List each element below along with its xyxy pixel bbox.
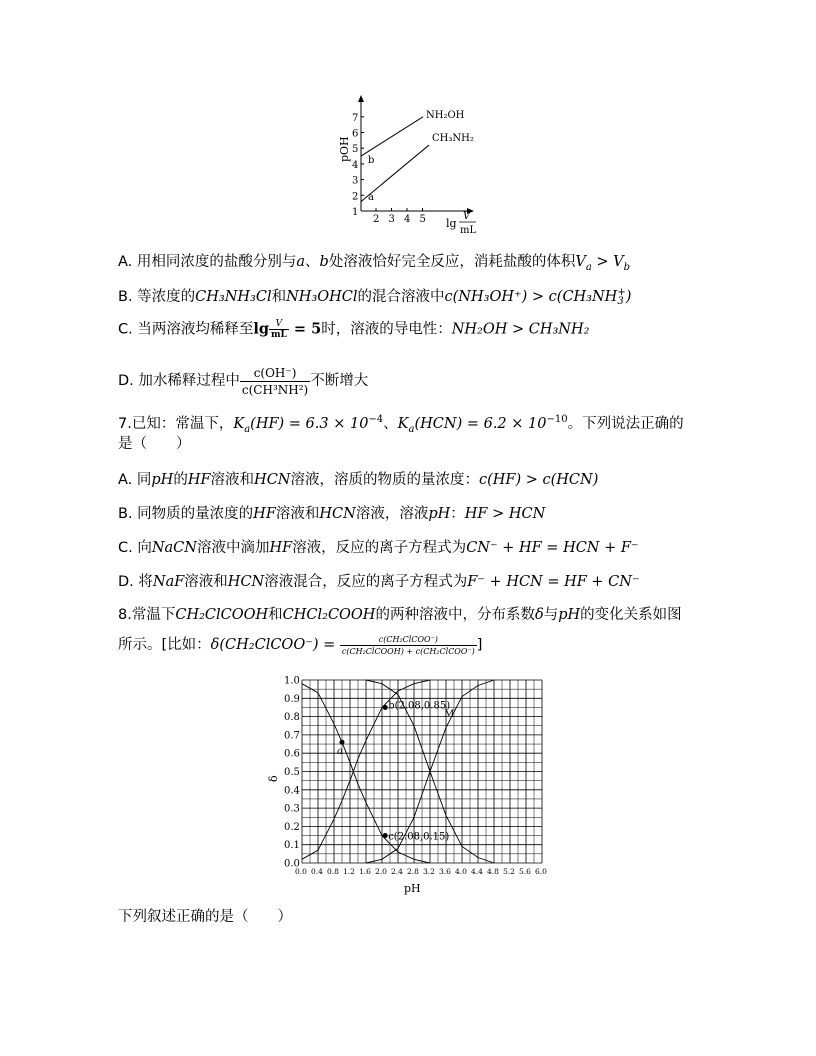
x-tick-label: 2.8 <box>407 867 419 876</box>
q7-ka1-exp: −4 <box>368 414 384 426</box>
poh-chart <box>330 92 490 238</box>
q7-c-hf: HF <box>269 540 293 556</box>
x-tick-label: 2 <box>373 214 380 225</box>
q7-b-mid3: ： <box>450 506 465 522</box>
q7-ka2: K <box>397 416 409 432</box>
series-label-nh2oh: NH₂OH <box>426 110 465 121</box>
x-tick-label: 2.4 <box>391 867 403 876</box>
q6-c-lg: lg <box>253 320 269 338</box>
y-tick-label: 0.7 <box>284 730 300 742</box>
y-axis-arrow <box>358 95 364 102</box>
y-tick-label: 0.6 <box>284 748 300 760</box>
point-a-label: a <box>368 192 374 203</box>
q7-sep: 、 <box>383 416 398 432</box>
q6-b-mid: 和 <box>271 289 287 305</box>
q7-d-hcn: HCN <box>227 574 265 590</box>
q7-a-hf: HF <box>187 472 211 488</box>
q6-option-c[interactable] <box>118 319 589 340</box>
y-tick-label: 0.4 <box>284 785 300 797</box>
q7-d-pre: D. 将 <box>118 574 153 590</box>
q7-b-mid2: 溶液，溶液 <box>355 506 429 522</box>
x-tick-label: 3 <box>388 214 395 225</box>
q7-c-mid: 溶液中滴加 <box>196 540 270 556</box>
q6-a-sym-a: a <box>296 254 306 270</box>
q6-a-gt: > V <box>591 254 624 270</box>
y-tick-label: 5 <box>352 144 359 156</box>
x-label-lg: lg <box>446 217 457 230</box>
q6-a-sub2: b <box>623 261 631 273</box>
y-tick-labels <box>284 676 300 870</box>
point-b-label: b(2.08,0.85) <box>388 700 451 712</box>
q8-line2-pre: 所示。[比如： <box>118 637 211 653</box>
x-axis-label: pH <box>404 882 421 895</box>
q7-option-c[interactable] <box>118 538 639 558</box>
q7-option-b[interactable] <box>118 504 545 524</box>
q7-option-a[interactable] <box>118 470 598 490</box>
x-tick-labels <box>295 867 547 876</box>
distribution-chart <box>262 670 562 898</box>
q8-post: 的变化关系如图 <box>580 607 682 623</box>
point-c <box>383 833 388 838</box>
q6-c-eq: = 5 <box>288 320 322 338</box>
series-label-ch3nh2: CH₃NH₂ <box>432 133 474 144</box>
q7-b-ph: pH <box>428 506 451 522</box>
q6-d-post: 不断增大 <box>310 373 369 389</box>
q7-ka1-expr: (HF) = 6.3 × 10 <box>250 416 369 432</box>
q8-line2-post: ] <box>476 637 483 653</box>
q6-option-d[interactable] <box>118 362 368 400</box>
q7-b-mid: 溶液和 <box>275 506 320 522</box>
x-tick-label: 5 <box>419 214 426 225</box>
q8-stem <box>118 605 682 625</box>
q7-b-pre: B. 同物质的量浓度的 <box>118 506 254 522</box>
y-tick-label: 0.0 <box>284 858 300 870</box>
q7-a-pre: A. 同 <box>118 472 152 488</box>
point-b <box>383 705 388 710</box>
q8-s1: CH₂ClCOOH <box>175 607 269 623</box>
x-tick-label: 0.0 <box>295 867 307 876</box>
q8-stem-pre: 8.常温下 <box>118 607 176 623</box>
q7-c-expr: CN⁻ + HF = HCN + F⁻ <box>466 540 639 556</box>
x-tick-label: 5.2 <box>503 867 515 876</box>
curve-m-label: M <box>444 708 455 720</box>
q7-stem-pre: 7.已知：常温下， <box>118 416 234 432</box>
q7-stem-post: 。下列说法正确的 <box>567 416 684 432</box>
q8-mid2: 的两种溶液中，分布系数 <box>375 607 535 623</box>
y-tick-label: 2 <box>352 191 359 203</box>
q8-question-tail: 下列叙述正确的是（ ） <box>118 909 292 925</box>
q6-d-num: c(OH⁻) <box>240 365 310 382</box>
q6-a-text: A. 用相同浓度的盐酸分别与 <box>118 254 297 270</box>
q8-frac-den: c(CH₂ClCOOH) + c(CH₂ClCOO⁻) <box>341 646 475 656</box>
x-tick-label: 6.0 <box>535 867 547 876</box>
q6-a-v: V <box>575 254 586 270</box>
q7-a-mid2: 溶液和 <box>210 472 255 488</box>
x-tick-label: 0.4 <box>311 867 323 876</box>
q6-c-expr: NH₂OH > CH₃NH₂ <box>451 321 590 338</box>
q6-a-text2: 处溶液恰好完全反应，消耗盐酸的体积 <box>328 254 576 270</box>
point-c-label: c(2.08,0.15) <box>388 831 450 843</box>
q6-option-a[interactable] <box>118 252 630 272</box>
x-tick-label: 3.6 <box>439 867 451 876</box>
q8-line2-expr: δ(CH₂ClCOO⁻) = <box>210 637 340 653</box>
q8-ph: pH <box>558 607 581 623</box>
y-tick-label: 4 <box>352 159 359 171</box>
q6-c-post: 时，溶液的导电性： <box>321 321 452 338</box>
q7-b-hf: HF <box>253 506 276 522</box>
q6-c-num: V <box>269 319 289 330</box>
q6-b-close: ) <box>625 289 632 305</box>
point-b-label: b <box>368 155 375 166</box>
q6-a-sep: 、 <box>305 254 320 270</box>
q7-a-hcn: HCN <box>254 472 291 488</box>
q8-delta: δ <box>534 607 544 623</box>
point-a <box>340 740 345 745</box>
x-label-num: V <box>463 211 471 222</box>
q7-d-naf: NaF <box>152 574 185 590</box>
q6-a-sub1: a <box>585 261 592 273</box>
y-tick-label: 6 <box>352 128 359 140</box>
q6-a-sym-b: b <box>319 254 329 270</box>
q8-stem-line2 <box>118 628 482 662</box>
x-tick-label: 4.4 <box>471 867 483 876</box>
q7-c-mid2: 溶液，反应的离子方程式为 <box>292 540 467 556</box>
q6-c-text: C. 当两溶液均稀释至 <box>118 321 254 338</box>
x-tick-label: 1.6 <box>359 867 371 876</box>
x-tick-label: 3.2 <box>423 867 435 876</box>
q7-stem-line2: 是（ ） <box>118 436 191 452</box>
y-tick-label: 1.0 <box>284 675 300 687</box>
q6-b-text: B. 等浓度的 <box>118 289 196 305</box>
x-label-den: mL <box>460 225 477 236</box>
y-tick-label: 0.3 <box>284 803 300 815</box>
x-tick-label: 5.6 <box>519 867 531 876</box>
y-tick-label: 0.1 <box>284 840 300 852</box>
q7-stem <box>118 414 684 434</box>
x-tick-label: 4 <box>404 214 411 225</box>
q7-a-mid3: 溶液，溶质的物质的量浓度： <box>290 472 479 488</box>
q7-option-d[interactable] <box>118 572 640 592</box>
point-a-label: a <box>337 746 343 758</box>
q6-b-mid2: 的混合溶液中 <box>357 289 445 305</box>
q6-d-den: c(CH³NH²) <box>241 382 309 397</box>
q7-ka2-exp: −10 <box>546 414 568 426</box>
q8-mid3: 与 <box>543 607 559 623</box>
x-tick-label: 4.8 <box>487 867 499 876</box>
q7-d-mid2: 溶液混合，反应的离子方程式为 <box>264 574 468 590</box>
q7-ka2-expr: (HCN) = 6.2 × 10 <box>414 416 547 432</box>
q6-b-sub: 3 <box>617 296 624 307</box>
q6-b-s2: NH₃OHCl <box>286 289 358 305</box>
y-tick-label: 1 <box>352 207 359 218</box>
q8-mid: 和 <box>268 607 283 623</box>
y-tick-label: 3 <box>352 175 359 187</box>
y-ticks <box>352 113 364 218</box>
q7-a-expr: c(HF) > c(HCN) <box>478 472 599 488</box>
q7-d-expr: F⁻ + HCN = HF + CN⁻ <box>467 574 640 590</box>
q7-b-expr: HF > HCN <box>464 506 546 522</box>
q7-a-ph: pH <box>151 472 174 488</box>
y-tick-label: 0.8 <box>284 712 300 724</box>
x-tick-label: 1.2 <box>343 867 355 876</box>
q7-ka1-sub: a <box>244 423 251 435</box>
q8-s2: CHCl₂COOH <box>282 607 376 623</box>
q7-ka2-sub: a <box>408 423 415 435</box>
q6-d-text: D. 加水稀释过程中 <box>118 373 240 389</box>
q6-c-den: mL <box>271 330 287 340</box>
q6-option-b[interactable] <box>118 287 631 307</box>
y-tick-label: 0.2 <box>284 821 300 833</box>
y-tick-label: 0.9 <box>284 693 300 705</box>
q7-d-mid: 溶液和 <box>184 574 228 590</box>
series-line-nh2oh <box>361 117 423 156</box>
q7-a-mid: 的 <box>173 472 188 488</box>
y-axis-label: δ <box>267 775 280 782</box>
q6-b-s1: CH₃NH₃Cl <box>195 289 272 305</box>
q7-c-nacn: NaCN <box>151 540 197 556</box>
y-tick-label: 0.5 <box>284 767 300 778</box>
q7-ka1: K <box>233 416 245 432</box>
q6-b-sup: + <box>617 287 626 298</box>
x-tick-label: 4.0 <box>455 867 467 876</box>
q7-c-pre: C. 向 <box>118 540 152 556</box>
q7-b-hcn: HCN <box>319 506 356 522</box>
y-axis-label: pOH <box>338 136 351 162</box>
q8-frac-num: c(CH₂ClCOO⁻) <box>340 634 477 646</box>
y-tick-label: 7 <box>352 112 359 124</box>
q6-b-expr: c(NH₃OH⁺) > c(CH₃NH <box>444 289 618 305</box>
x-tick-label: 2.0 <box>375 867 387 876</box>
x-tick-label: 0.8 <box>327 867 339 876</box>
